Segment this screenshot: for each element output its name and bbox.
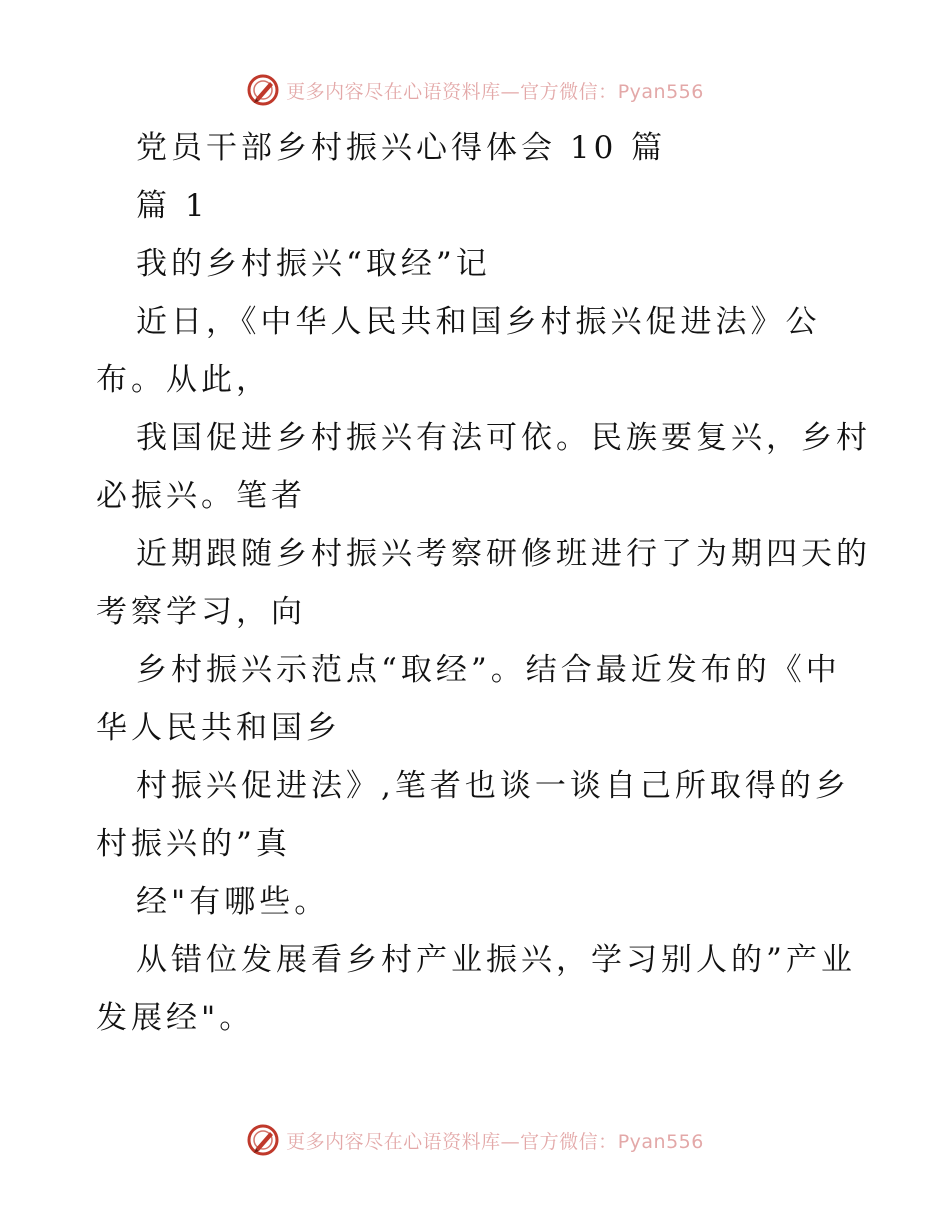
paragraph-line: 经"有哪些。 xyxy=(136,884,330,920)
section-heading: 篇 1 xyxy=(136,188,209,224)
pen-logo-icon xyxy=(246,73,280,107)
paragraph-line: 近期跟随乡村振兴考察研修班进行了为期四天的 xyxy=(136,536,871,572)
paragraph-line: 近日，《中华人民共和国乡村振兴促进法》公 xyxy=(136,304,821,340)
watermark-wechat-label: 官方微信： xyxy=(520,1130,618,1153)
paragraph-line: 乡村振兴示范点“取经”。结合最近发布的《中 xyxy=(136,652,841,688)
paragraph-line: 从错位发展看乡村产业振兴，学习别人的”产业 xyxy=(136,942,856,978)
watermark-site-name: 更多内容尽在心语资料库 xyxy=(286,80,501,103)
header-watermark xyxy=(0,70,950,110)
paragraph-line: 村振兴促进法》,笔者也谈一谈自己所取得的乡 xyxy=(136,768,850,804)
document-title: 党员干部乡村振兴心得体会 10 篇 xyxy=(136,130,667,166)
paragraph-line: 华人民共和国乡 xyxy=(96,710,341,746)
watermark-separator: — xyxy=(500,80,521,103)
paragraph-line: 村振兴的”真 xyxy=(96,826,291,862)
paragraph-line: 我国促进乡村振兴有法可依。民族要复兴，乡村 xyxy=(136,420,871,456)
watermark-separator: — xyxy=(500,1130,521,1153)
paragraph-line: 必振兴。笔者 xyxy=(96,478,306,514)
watermark-site-name: 更多内容尽在心语资料库 xyxy=(286,1130,501,1153)
watermark-wechat-id: Pyan556 xyxy=(617,80,704,103)
paragraph-line: 发展经"。 xyxy=(96,1000,255,1036)
paragraph-line: 考察学习，向 xyxy=(96,594,306,630)
watermark-wechat-id: Pyan556 xyxy=(617,1130,704,1153)
watermark-wechat-label: 官方微信： xyxy=(520,80,618,103)
pen-logo-icon xyxy=(246,1123,280,1157)
footer-watermark xyxy=(0,1120,950,1160)
paragraph-line: 布。从此， xyxy=(96,362,271,398)
article-title: 我的乡村振兴“取经”记 xyxy=(136,246,491,282)
